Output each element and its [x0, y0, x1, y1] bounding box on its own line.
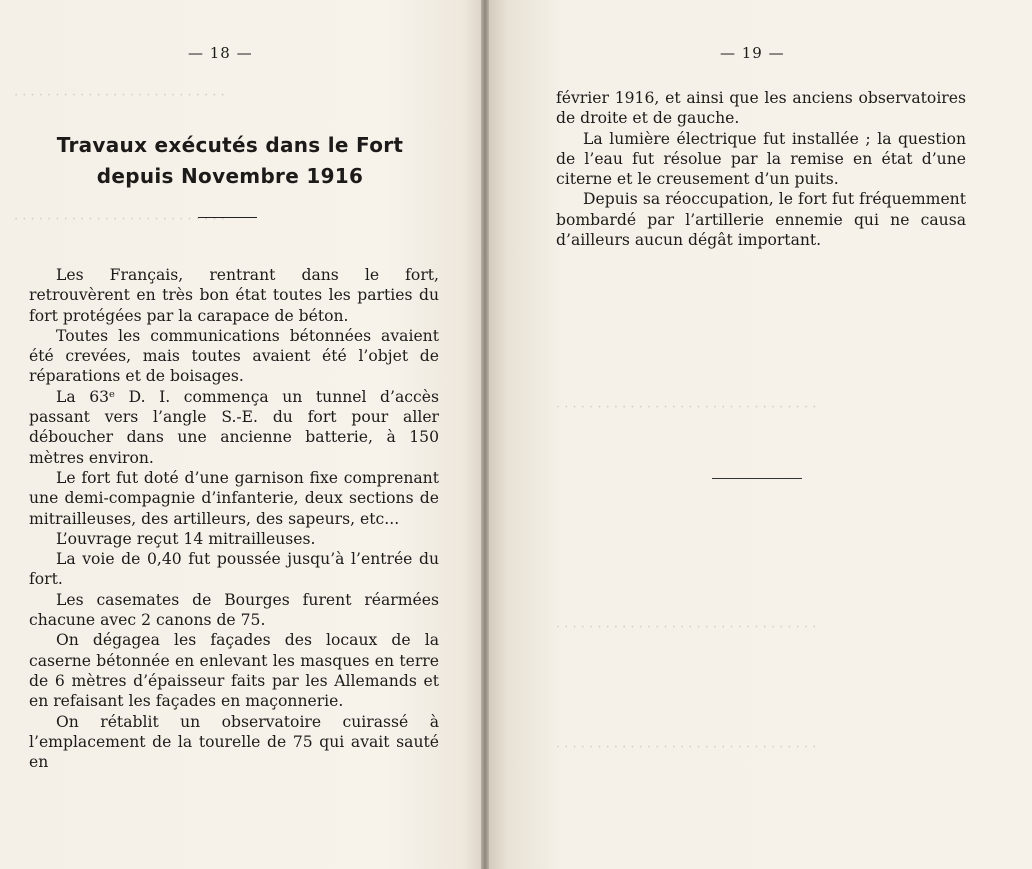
page-number: — 18 — — [188, 44, 253, 62]
paragraph: La 63ᵉ D. I. commença un tunnel d’accès passant vers l’angle S.-E. du fort pour aller déboucher dans une ancienne batterie, à 150 mètres environ. — [29, 387, 439, 467]
paragraph: Depuis sa réoccupation, le fort fut fréquemment bombardé par l’artillerie ennemie qui ne causa d’ailleurs aucun dégât important. — [556, 190, 966, 250]
left-page — [0, 0, 484, 869]
section-end-divider — [712, 478, 802, 479]
page-number: — 19 — — [720, 44, 785, 62]
title-line: depuis Novembre 1916 — [96, 164, 364, 188]
book-gutter — [481, 0, 489, 869]
show-through-text: · · · · · · · · · · · · · · · · · · · · · · · · · · · · · · · · — [556, 740, 817, 755]
page-title — [30, 130, 430, 192]
show-through-text: · · · · · · · · · · · · · · · · · · · · · · · · · · · · · · · · — [556, 400, 817, 415]
paragraph: L’ouvrage reçut 14 mitrailleuses. — [56, 529, 316, 548]
paragraph: février 1916, et ainsi que les anciens observatoires de droite et de gauche. — [556, 89, 966, 128]
title-divider — [198, 217, 257, 218]
paragraph: La lumière électrique fut installée ; la question de l’eau fut résolue par la remise en état d’une citerne et le creusement d’un puits. — [556, 129, 966, 189]
body-text — [556, 88, 966, 250]
paragraph: La voie de 0,40 fut poussée jusqu’à l’entrée du fort. — [29, 550, 439, 589]
body-text — [29, 265, 439, 772]
paragraph: On dégagea les façades des locaux de la caserne bétonnée en enlevant les masques en terre de 6 mètres d’épaisseur faits par les Allemands et en refaisant les façades en maçonnerie. — [29, 631, 439, 711]
show-through-text: · · · · · · · · · · · · · · · · · · · · · · · · · · — [14, 88, 225, 103]
paragraph: Le fort fut doté d’une garnison fixe comprenant une demi-compagnie d’infanterie, deux sections de mitrailleuses, des artilleurs, des sapeurs, etc... — [29, 468, 439, 528]
title-line: Travaux exécutés dans le Fort — [56, 133, 404, 157]
paragraph: Toutes les communications bétonnées avaient été crevées, mais toutes avaient été l’objet de réparations et de boisages. — [29, 326, 439, 386]
paragraph: Les Français, rentrant dans le fort, retrouvèrent en très bon état toutes les parties du fort protégées par la carapace de béton. — [29, 266, 439, 325]
paragraph: On rétablit un observatoire cuirassé à l’emplacement de la tourelle de 75 qui avait sauté en — [29, 712, 439, 772]
show-through-text: · · · · · · · · · · · · · · · · · · · · · · · · · · · · · · · · — [556, 620, 817, 635]
show-through-text: · · · · · · · · · · · · · · · · · · · · · · · · · · — [14, 212, 225, 227]
paragraph: Les casemates de Bourges furent réarmées chacune avec 2 canons de 75. — [29, 590, 439, 630]
